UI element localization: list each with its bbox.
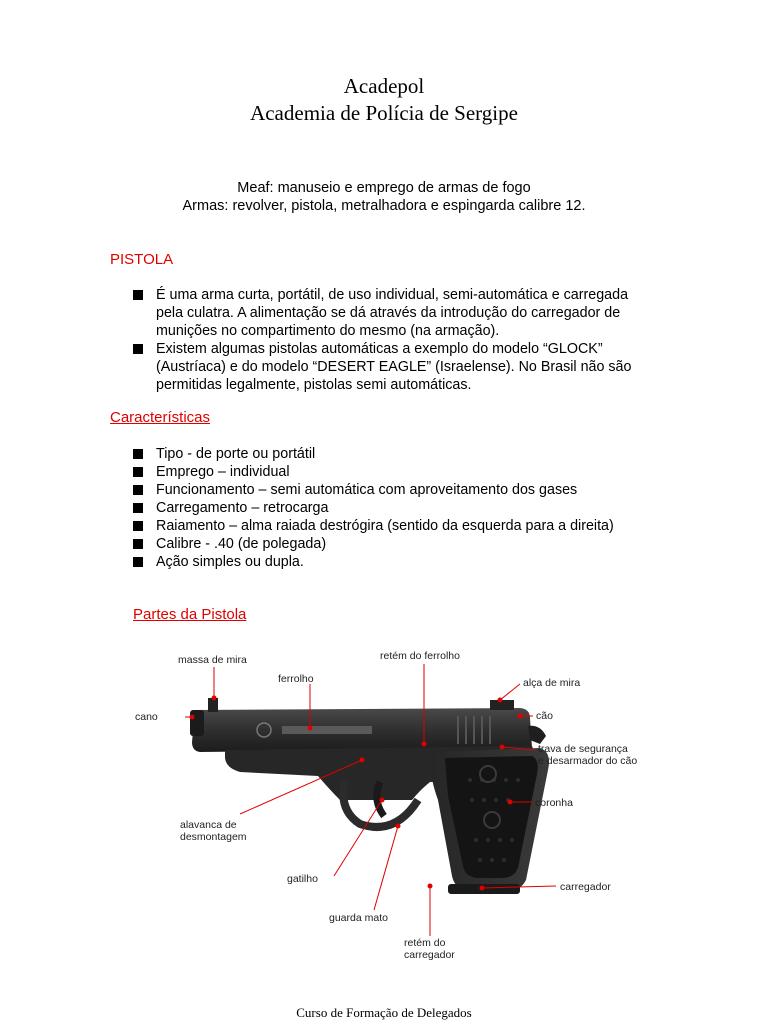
item-text: Funcionamento – semi automática com aproveitamento dos gases xyxy=(156,482,578,498)
label-alavanca-2: desmontagem xyxy=(180,831,247,843)
item-text: Emprego – individual xyxy=(156,464,290,480)
label-alavanca-1: alavanca de xyxy=(180,819,237,831)
list-item xyxy=(133,535,733,553)
label-trava-2: e desarmador do cão xyxy=(538,755,638,767)
section-heading-pistola: PISTOLA xyxy=(110,251,174,268)
list-item xyxy=(133,499,733,517)
item-text: Ação simples ou dupla. xyxy=(156,554,304,570)
square-bullet-icon xyxy=(133,344,143,354)
square-bullet-icon xyxy=(133,503,143,513)
caracteristicas-list xyxy=(133,445,733,571)
page-footer: Curso de Formação de Delegados xyxy=(296,1005,472,1020)
square-bullet-icon xyxy=(133,290,143,300)
item-text: Raiamento – alma raiada destrógira (sentido da esquerda para a direita) xyxy=(156,518,614,534)
item-text: Tipo - de porte ou portátil xyxy=(156,446,316,462)
pistola-bullet-list xyxy=(133,286,653,394)
label-alca-de-mira: alça de mira xyxy=(523,677,581,689)
item-text: Carregamento – retrocarga xyxy=(156,500,329,516)
label-carregador: carregador xyxy=(560,881,611,893)
list-item xyxy=(133,340,653,394)
pistol-diagram xyxy=(0,640,768,980)
square-bullet-icon xyxy=(133,557,143,567)
document-subtitle: Academia de Polícia de Sergipe xyxy=(250,101,518,125)
list-item xyxy=(133,463,733,481)
label-retem-carregador-1: retém do xyxy=(404,937,446,949)
bullet-text: Existem algumas pistolas automáticas a exemplo do modelo “GLOCK” (Austríaca) e do modelo “DESERT EAGLE” (Israelense). No Brasil não são permitidas legalmente, pistolas semi automáticas. xyxy=(156,341,632,393)
label-cao: cão xyxy=(536,710,553,722)
square-bullet-icon xyxy=(133,521,143,531)
label-gatilho: gatilho xyxy=(287,873,318,885)
document-title: Acadepol xyxy=(343,74,425,98)
list-item xyxy=(133,517,733,535)
item-text: Calibre - .40 (de polegada) xyxy=(156,536,327,552)
list-item xyxy=(133,481,733,499)
list-item xyxy=(133,286,653,340)
label-massa-de-mira: massa de mira xyxy=(178,654,247,666)
pistol-illustration-icon xyxy=(190,698,549,894)
square-bullet-icon xyxy=(133,485,143,495)
label-retem-carregador-2: carregador xyxy=(404,949,455,961)
section-heading-partes: Partes da Pistola xyxy=(133,606,247,623)
label-guarda-mato: guarda mato xyxy=(329,912,388,924)
intro-line-2: Armas: revolver, pistola, metralhadora e espingarda calibre 12. xyxy=(182,198,586,214)
label-retem-ferrolho: retém do ferrolho xyxy=(380,650,460,662)
intro-line-1: Meaf: manuseio e emprego de armas de fogo xyxy=(237,180,531,196)
square-bullet-icon xyxy=(133,449,143,459)
label-ferrolho: ferrolho xyxy=(278,673,314,685)
list-item xyxy=(133,445,733,463)
bullet-text: É uma arma curta, portátil, de uso individual, semi-automática e carregada pela culatra. A alimentação se dá através da introdução do carregador de munições no compartimento do mesmo (na armação). xyxy=(156,287,629,339)
square-bullet-icon xyxy=(133,539,143,549)
label-coronha: coronha xyxy=(535,797,573,809)
list-item xyxy=(133,553,733,571)
section-heading-caracteristicas: Características xyxy=(110,409,211,426)
label-cano: cano xyxy=(135,711,158,723)
square-bullet-icon xyxy=(133,467,143,477)
label-trava-1: trava de segurança xyxy=(538,743,628,755)
